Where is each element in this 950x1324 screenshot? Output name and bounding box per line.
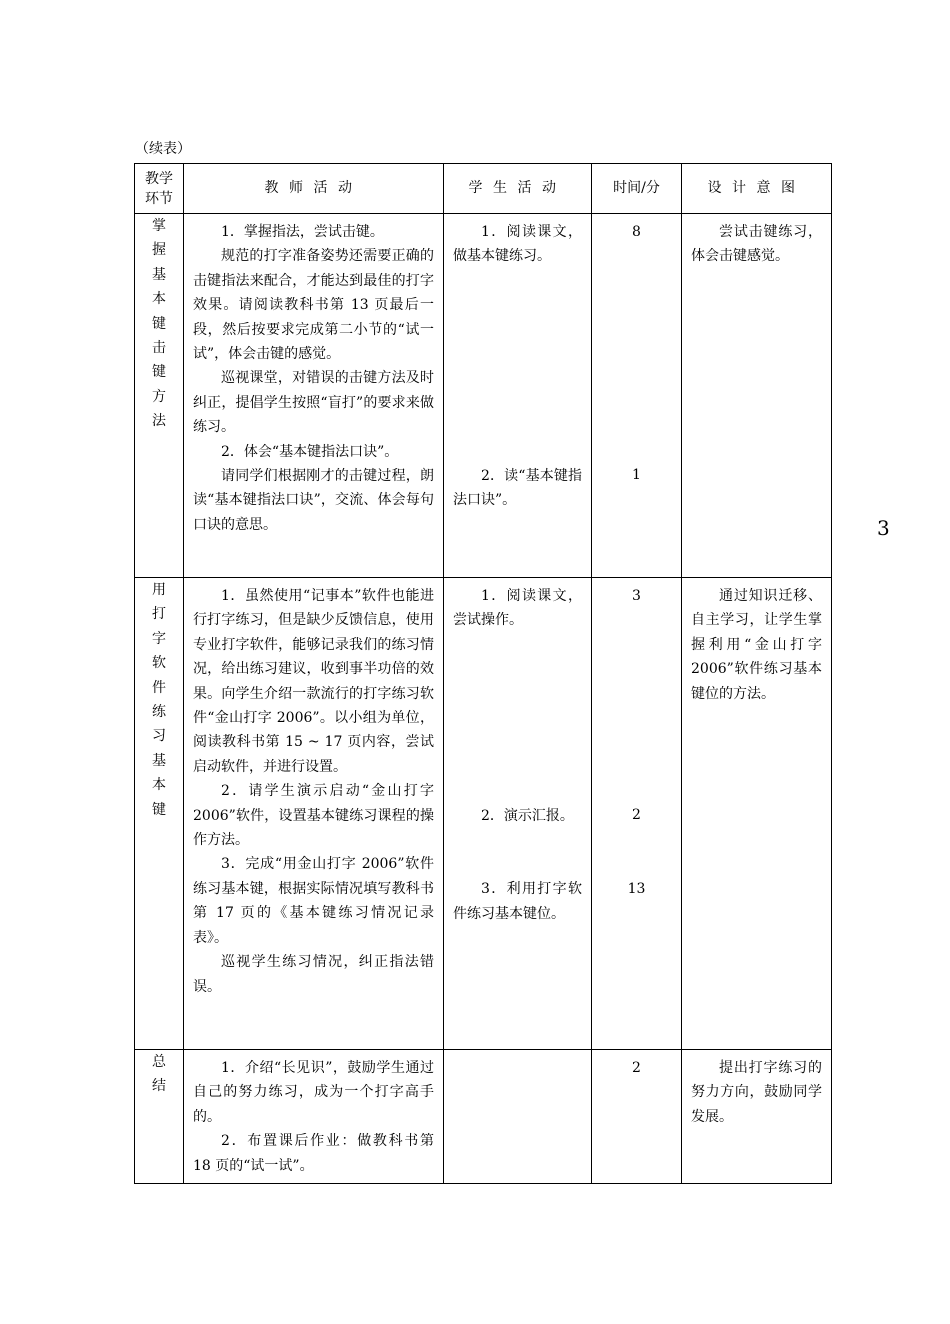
teacher-cell [184, 214, 444, 578]
lesson-plan-table [134, 163, 832, 1184]
intent-cell [682, 214, 832, 578]
student-activity: 2．演示汇报。 [481, 807, 574, 824]
teacher-paragraph: 2．体会“基本键指法口诀”。 [221, 443, 399, 460]
time-value: 13 [627, 880, 646, 897]
header-student: 学生活动 [444, 164, 592, 214]
table-row [135, 1050, 832, 1184]
stage-char: 结 [152, 1078, 166, 1095]
design-intent: 通过知识迁移、自主学习，让学生掌握利用“金山打字 2006”软件练习基本键位的方法。 [691, 588, 822, 702]
intent-cell [682, 578, 832, 1050]
teacher-paragraph: 1．掌握指法，尝试击键。 [221, 224, 384, 240]
table-caption: （续表） [135, 141, 191, 157]
time-value: 2 [632, 1060, 641, 1076]
stage-cell [135, 578, 184, 1050]
teacher-paragraph: 巡视课堂，对错误的击键方法及时纠正，提倡学生按照“盲打”的要求来做练习。 [193, 370, 434, 436]
teacher-paragraph: 2．请学生演示启动“金山打字 2006”软件，设置基本键练习课程的操作方法。 [193, 783, 434, 849]
teacher-paragraph: 请同学们根据刚才的击键过程，朗读“基本键指法口诀”，交流、体会每句口诀的意思。 [193, 468, 434, 533]
stage-char: 基 [152, 752, 166, 769]
stage-char: 键 [152, 315, 166, 332]
teacher-paragraph: 巡视学生练习情况，纠正指法错误。 [193, 954, 434, 995]
stage-char: 本 [152, 291, 166, 308]
student-cell [444, 578, 592, 1050]
teacher-paragraph: 2．布置课后作业：做教科书第 18 页的“试一试”。 [193, 1133, 434, 1174]
intent-cell [682, 1050, 832, 1184]
stage-char: 字 [152, 630, 166, 647]
time-cell [592, 214, 682, 578]
stage-char: 键 [152, 364, 166, 381]
time-cell [592, 1050, 682, 1184]
stage-char: 本 [152, 777, 166, 794]
stage-label [151, 578, 167, 822]
page-number: 3 [877, 516, 890, 540]
student-activity: 1．阅读课文，做基本键练习。 [453, 224, 582, 265]
table-row [135, 578, 832, 1050]
stage-label [151, 1050, 167, 1099]
design-intent: 提出打字练习的努力方向，鼓励同学发展。 [691, 1060, 822, 1125]
student-activity: 1．阅读课文，尝试操作。 [453, 588, 582, 629]
stage-char: 键 [152, 801, 166, 818]
teacher-paragraph: 1．介绍“长见识”，鼓励学生通过自己的努力练习，成为一个打字高手的。 [193, 1060, 434, 1125]
header-teacher: 教师活动 [184, 164, 444, 214]
time-value: 8 [632, 224, 641, 240]
header-stage: 教学 环节 [135, 164, 184, 214]
stage-char: 件 [152, 679, 166, 696]
stage-char: 软 [152, 655, 166, 672]
stage-char: 用 [152, 582, 166, 598]
student-cell [444, 214, 592, 578]
student-activity: 3．利用打字软件练习基本键位。 [453, 881, 582, 922]
stage-char: 基 [152, 266, 166, 283]
stage-cell [135, 1050, 184, 1184]
time-value: 2 [632, 807, 641, 824]
stage-label [151, 214, 167, 434]
stage-char: 打 [152, 606, 166, 623]
time-cell [592, 578, 682, 1050]
design-intent: 尝试击键练习，体会击键感觉。 [691, 224, 822, 265]
teacher-paragraph: 1．虽然使用“记事本”软件也能进行打字练习，但是缺少反馈信息，使用专业打字软件，能够记录我们的练习情况，给出练习建议，收到事半功倍的效果。向学生介绍一款流行的打字练习软件“金山打字 2006”。以小组为单位，阅读教科书第 15 ~ 17 页内容，尝试启动软件，并进行设置。 [193, 588, 434, 775]
stage-char: 握 [152, 242, 166, 259]
stage-char: 法 [152, 413, 166, 430]
teacher-paragraph: 3．完成“用金山打字 2006”软件练习基本键，根据实际情况填写教科书第 17 页的《基本键练习情况记录表》。 [193, 856, 434, 946]
stage-char: 练 [152, 704, 166, 721]
time-value: 3 [632, 588, 641, 604]
student-activity: 2．读“基本键指法口诀”。 [453, 467, 582, 509]
stage-char: 掌 [152, 218, 166, 234]
student-cell [444, 1050, 592, 1184]
header-row [135, 164, 832, 214]
header-time: 时间/分 [592, 164, 682, 214]
teacher-cell [184, 1050, 444, 1184]
header-intent: 设计意图 [682, 164, 832, 214]
stage-cell [135, 214, 184, 578]
stage-char: 习 [152, 728, 166, 745]
time-value: 1 [632, 467, 641, 484]
teacher-paragraph: 规范的打字准备姿势还需要正确的击键指法来配合，才能达到最佳的打字效果。请阅读教科书第 13 页最后一段，然后按要求完成第二小节的“试一试”，体会击键的感觉。 [193, 248, 434, 363]
stage-char: 总 [152, 1054, 166, 1070]
teacher-cell [184, 578, 444, 1050]
stage-char: 方 [152, 388, 166, 405]
table-row [135, 214, 832, 578]
stage-char: 击 [152, 340, 166, 357]
